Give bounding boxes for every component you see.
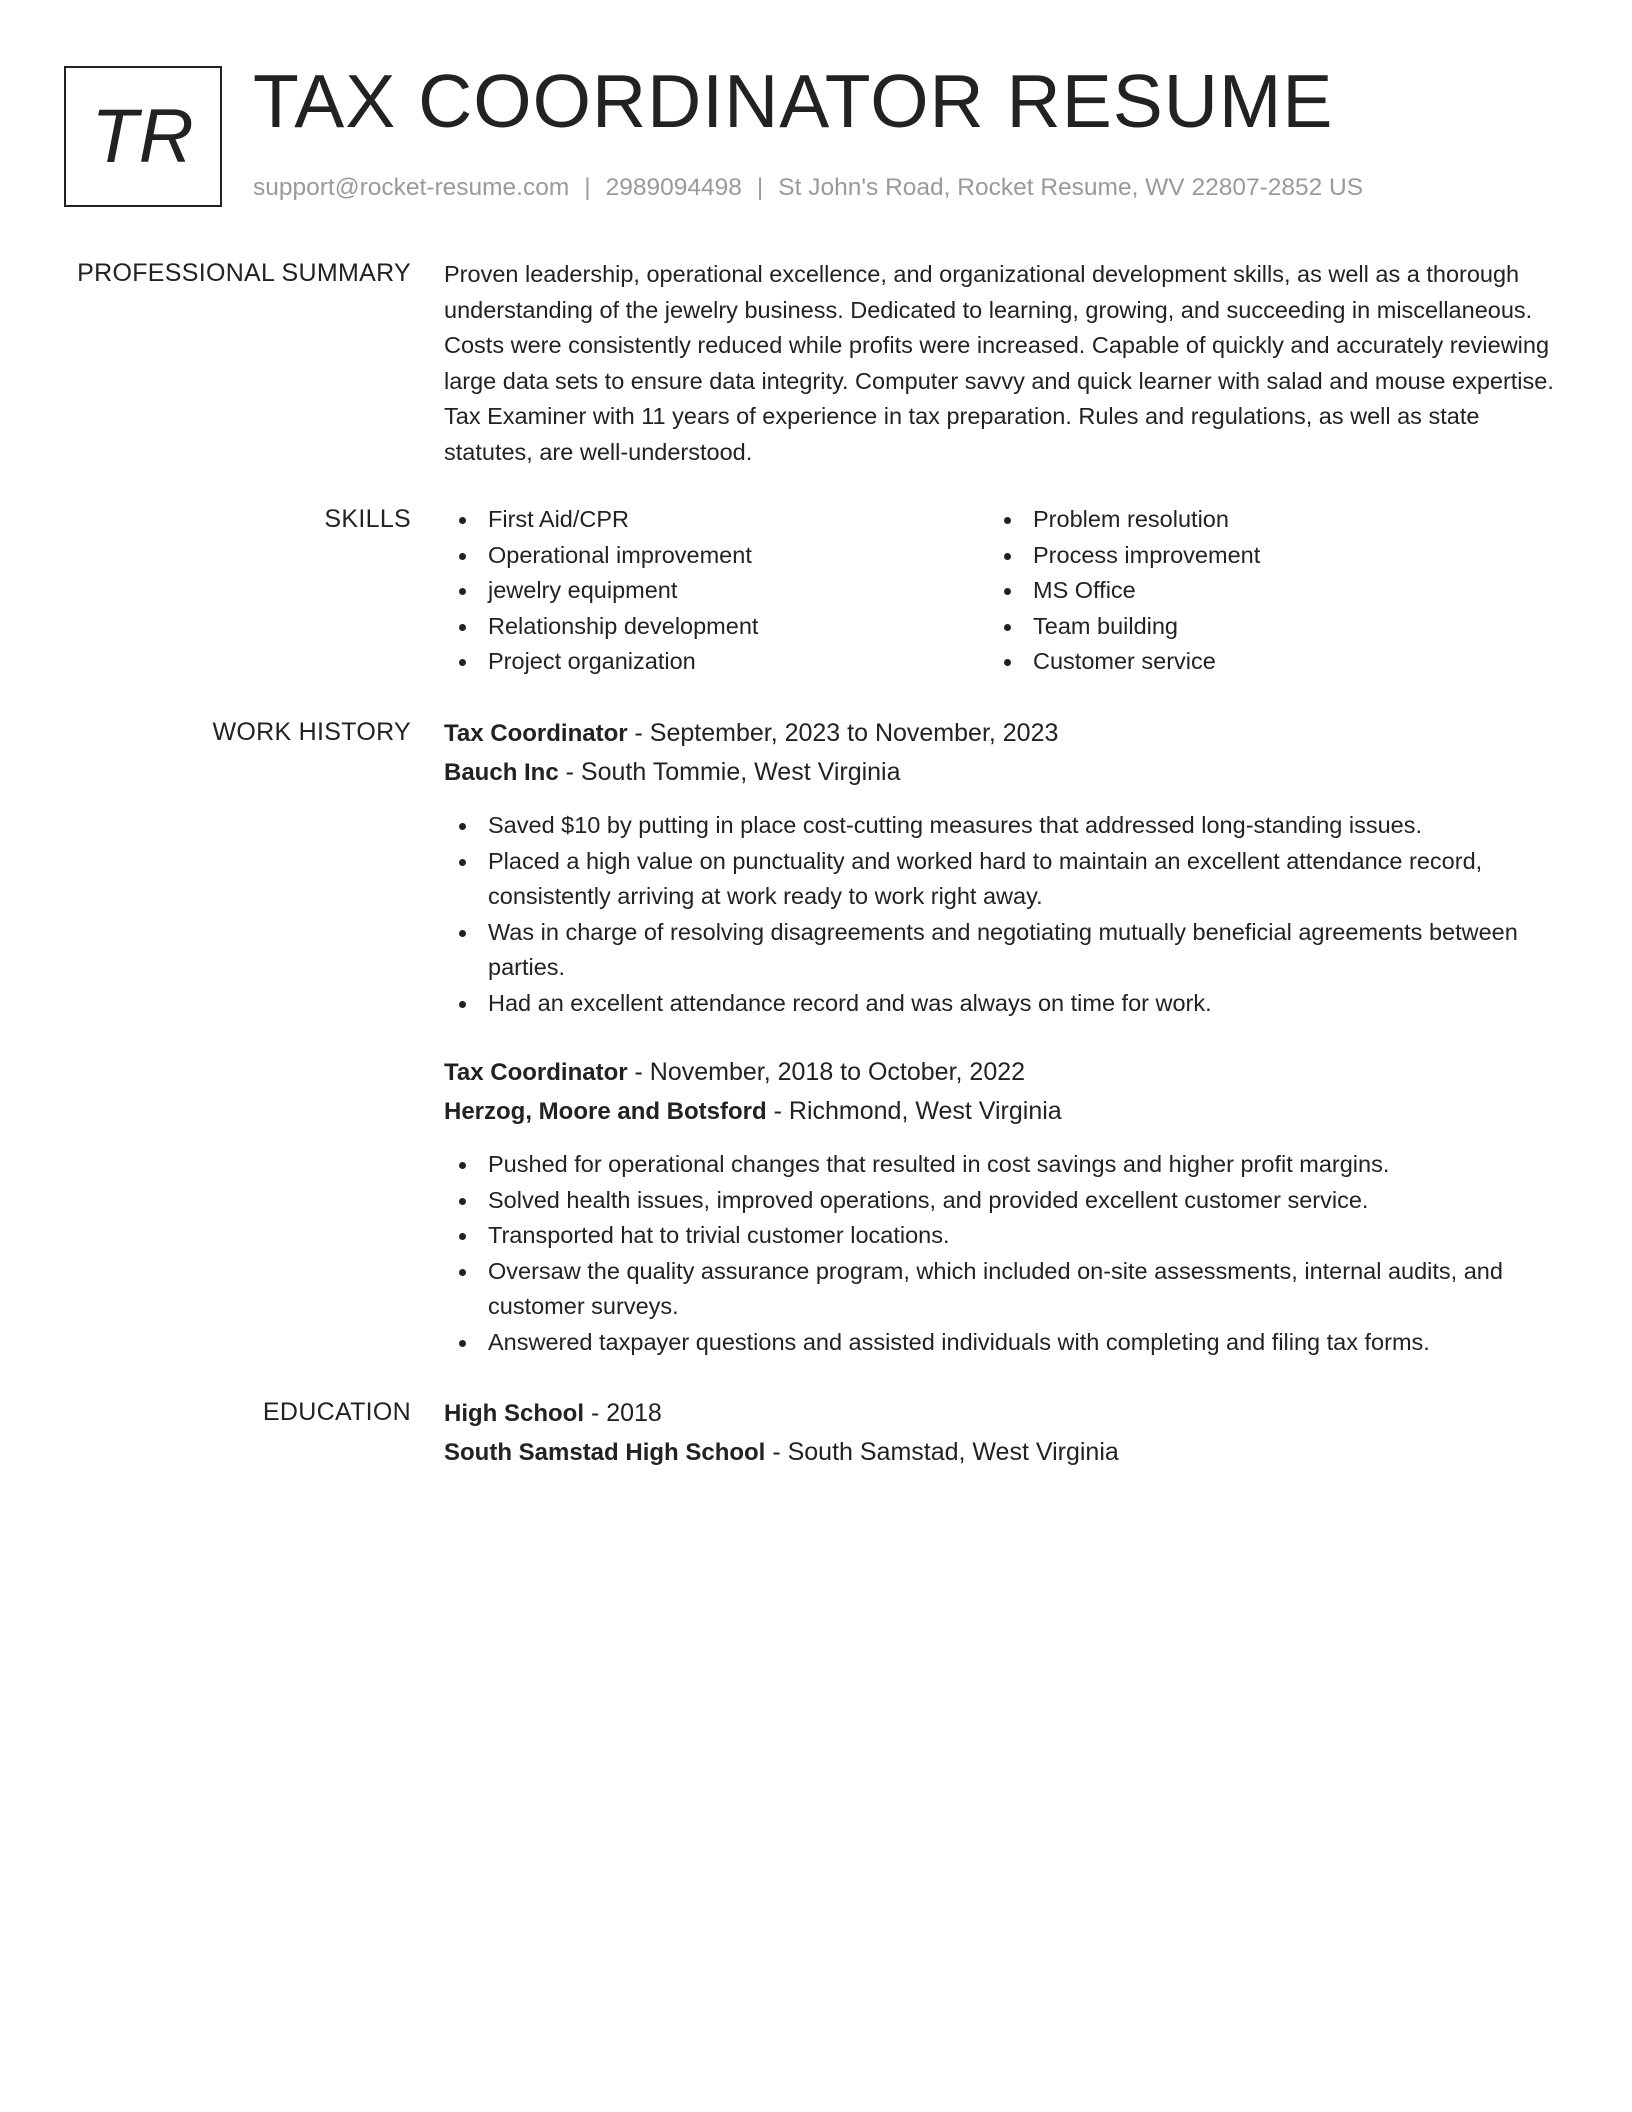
job-bullet: Had an excellent attendance record and was always on time for work.	[444, 986, 1560, 1022]
skill-item: MS Office	[989, 573, 1260, 609]
skill-item: Project organization	[444, 644, 989, 680]
job-title: Tax Coordinator	[444, 1059, 628, 1086]
job-bullet: Pushed for operational changes that resulted in cost savings and higher profit margins.	[444, 1147, 1560, 1183]
skills-column-2	[989, 502, 1260, 680]
education-year: - 2018	[590, 1399, 662, 1427]
job-bullets	[444, 808, 1560, 1022]
job-company-line	[444, 1092, 1560, 1131]
contact-address: St John's Road, Rocket Resume, WV 22807-2852 US	[778, 174, 1364, 201]
job-company: Herzog, Moore and Botsford	[444, 1098, 767, 1125]
contact-separator: |	[584, 174, 591, 201]
contact-line	[253, 174, 1363, 202]
job-bullet: Answered taxpayer questions and assisted individuals with completing and filing tax forms.	[444, 1325, 1560, 1361]
job-location: - South Tommie, West Virginia	[565, 758, 901, 786]
section-label-work-history: WORK HISTORY	[212, 718, 411, 746]
job-location: - Richmond, West Virginia	[773, 1097, 1062, 1125]
contact-separator: |	[756, 174, 764, 201]
summary-section	[444, 257, 1560, 471]
page-title: TAX COORDINATOR RESUME	[253, 59, 1334, 143]
skill-item: Team building	[989, 609, 1260, 645]
skill-item: Operational improvement	[444, 538, 989, 574]
job-bullet: Saved $10 by putting in place cost-cutting measures that addressed long-standing issues.	[444, 808, 1560, 844]
skill-item: Customer service	[989, 644, 1260, 680]
section-label-education: EDUCATION	[262, 1398, 411, 1426]
job-title-line	[444, 714, 1560, 753]
education-degree: High School	[444, 1400, 584, 1427]
job-title: Tax Coordinator	[444, 720, 628, 747]
section-label-summary: PROFESSIONAL SUMMARY	[77, 259, 411, 287]
contact-phone: 2989094498	[605, 174, 742, 201]
job-company: Bauch Inc	[444, 759, 559, 786]
contact-email: support@rocket-resume.com	[253, 174, 570, 201]
job-title-line	[444, 1053, 1560, 1092]
skill-item: jewelry equipment	[444, 573, 989, 609]
summary-text: Proven leadership, operational excellence, and organizational development skills, as well as a thorough understanding of the jewelry business. Dedicated to learning, growing, and succeeding in miscellaneous. Costs were consistently reduced while profits were increased. Capable of quickly and accurately reviewing large data sets to ensure data integrity. Computer savvy and quick learner with salad and mouse expertise. Tax Examiner with 11 years of experience in tax preparation. Rules and regulations, as well as state statutes, are well-understood.	[444, 261, 1554, 465]
job-bullet: Was in charge of resolving disagreements and negotiating mutually beneficial agreements between parties.	[444, 915, 1560, 986]
education-degree-line	[444, 1394, 1560, 1433]
job-dates: - November, 2018 to October, 2022	[634, 1058, 1026, 1086]
monogram-logo: TR	[64, 66, 222, 207]
education-entry	[444, 1394, 1560, 1472]
education-location: - South Samstad, West Virginia	[772, 1438, 1119, 1466]
job-company-line	[444, 753, 1560, 792]
job-entry-2	[444, 1053, 1560, 1361]
job-bullet: Placed a high value on punctuality and worked hard to maintain an excellent attendance record, consistently arriving at work ready to work right away.	[444, 844, 1560, 915]
skill-item: Relationship development	[444, 609, 989, 645]
job-dates: - September, 2023 to November, 2023	[634, 719, 1059, 747]
job-bullet: Solved health issues, improved operations, and provided excellent customer service.	[444, 1183, 1560, 1219]
skills-section	[444, 502, 1560, 680]
section-label-skills: SKILLS	[324, 505, 411, 533]
education-school: South Samstad High School	[444, 1439, 766, 1466]
job-bullet: Transported hat to trivial customer locations.	[444, 1218, 1560, 1254]
education-school-line	[444, 1433, 1560, 1472]
job-bullet: Oversaw the quality assurance program, which included on-site assessments, internal audits, and customer surveys.	[444, 1254, 1560, 1325]
job-bullets	[444, 1147, 1560, 1361]
skill-item: Problem resolution	[989, 502, 1260, 538]
skill-item: First Aid/CPR	[444, 502, 989, 538]
job-entry-1	[444, 714, 1560, 1022]
skill-item: Process improvement	[989, 538, 1260, 574]
skills-column-1	[444, 502, 989, 680]
